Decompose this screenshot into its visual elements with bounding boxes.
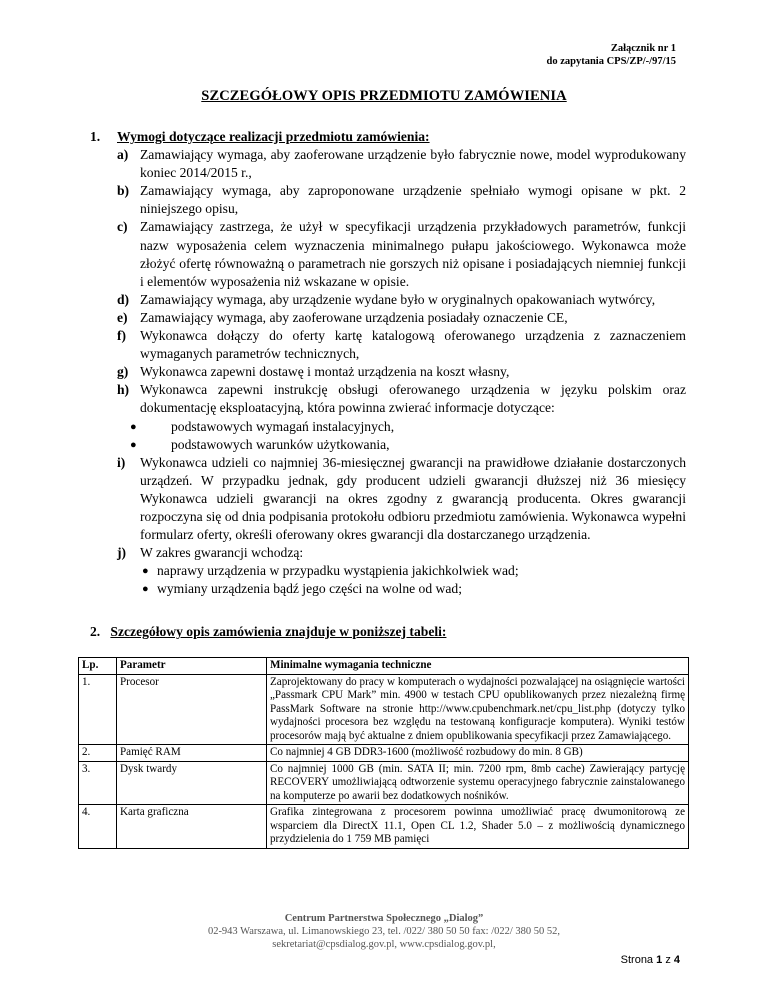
cell-lp: 2. [79,745,117,762]
annex-line-1: Załącznik nr 1 [610,43,676,54]
section-1-heading [90,128,686,146]
section-1-title: Wymogi dotyczące realizacji przedmiotu zamówienia: [117,129,430,144]
bullet-icon: ● [142,583,149,596]
item-label: b) [117,183,130,199]
page-label: Strona [620,954,654,966]
page-total: 4 [673,954,680,966]
item-text: Wykonawca dołączy do oferty kartę katalogową oferowanego urządzenia z zaznaczeniem wymaganych parametrów technicznych, [140,328,686,362]
requirements-list [117,146,686,598]
list-item [117,363,686,381]
list-item [117,309,686,327]
table-header-row [79,658,689,675]
list-item [117,327,686,363]
list-item [117,544,686,562]
list-item [117,182,686,218]
cell-param: Pamięć RAM [117,745,267,762]
bullet-text: naprawy urządzenia w przypadku wystąpienia jakichkolwiek wad; [157,563,519,579]
document-title: SZCZEGÓŁOWY OPIS PRZEDMIOTU ZAMÓWIENIA [201,88,567,104]
bullet-icon: ● [130,438,137,451]
cell-desc: Co najmniej 4 GB DDR3-1600 (możliwość rozbudowy do min. 8 GB) [267,745,689,762]
item-label: c) [117,219,128,235]
col-header-param: Parametr [117,658,267,675]
item-text: Zamawiający wymaga, aby zaoferowane urządzenia posiadały oznaczenie CE, [140,309,568,325]
list-item [117,291,686,309]
bullet-text: podstawowych warunków użytkowania, [171,436,390,452]
list-item [117,218,686,290]
cell-lp: 3. [79,761,117,805]
section-2-title: Szczegółowy opis zamówienia znajduje w poniższej tabeli: [110,624,447,639]
bullet-item [117,436,686,454]
col-header-requirements: Minimalne wymagania techniczne [267,658,689,675]
bullet-item [140,580,686,598]
page-separator: z [665,954,671,966]
item-text: Zamawiający wymaga, aby zaoferowane urządzenie było fabrycznie nowe, model wyprodukowany koniec 2014/2015 r., [140,147,686,181]
bullet-item [117,418,686,436]
page-number [621,954,680,966]
cell-param: Karta graficzna [117,805,267,849]
section-1-number: 1. [90,129,101,144]
bullet-icon: ● [142,565,149,578]
section-requirements [90,128,686,598]
page-footer [0,912,768,951]
cell-desc: Grafika zintegrowana z procesorem powinna umożliwiać pracę dwumonitorową ze wsparciem dla DirectX 11.1, Open CL 1.2, Shader 5.0 – z możliwością dynamicznego przydzielenia do 1 759 MB pamięci [267,805,689,849]
item-text: Wykonawca udzieli co najmniej 36-miesięcznej gwarancji na prawidłowe działanie dostarczonych urządzeń. W przypadku jednak, gdy producent udzieli gwarancji dłuższej niż 36 miesięcy Wykonawca udzieli gwarancji na okres zgodny z gwarancją producenta. Okres gwarancji rozpoczyna się od dnia podpisania protokołu odbioru przedmiotu zamówienia. Wykonawca wypełni formularz oferty, określi oferowany okres gwarancji dla dostarczanego urządzenia. [140,454,686,543]
list-item [117,146,686,182]
footer-address: 02-943 Warszawa, ul. Limanowskiego 23, tel. /022/ 380 50 50 fax: /022/ 380 50 52, [207,926,561,937]
item-label: g) [117,364,129,380]
cell-desc: Co najmniej 1000 GB (min. SATA II; min. 7200 rpm, 8mb cache) Zawierający partycję RECOVERY umożliwiającą odtworzenie systemu operacyjnego fabrycznie zainstalowanego na komputerze po awarii bez dodatkowych nośników. [267,761,689,805]
bullet-list [140,562,686,598]
bullet-icon: ● [130,420,137,433]
cell-desc: Zaprojektowany do pracy w komputerach o wydajności pozwalającej na osiągnięcie wartości „Passmark CPU Mark” min. 4900 w testach CPU opublikowanych przez niezależną firmę PassMark Software na stronie http://www.cpubenchmark.net/cpu_list.php (dotyczy tylko wydajności procesora bez względu na testowaną konfiguracje komputera). Wyniki testów procesorów mają być aktualne z dniem opublikowania specyfikacji przez Zamawiającego. [267,674,689,745]
annex-line-2: do zapytania CPS/ZP/-/97/15 [546,56,676,67]
cell-param: Procesor [117,674,267,745]
item-label: j) [117,545,127,561]
cell-param: Dysk twardy [117,761,267,805]
item-text: W zakres gwarancji wchodzą: [140,545,304,561]
item-text: Zamawiający zastrzega, że użył w specyfikacji urządzenia przykładowych parametrów, funkcji nazw wyposażenia celem wyznaczenia minimalnego pułapu jakościowego. Wykonawca może złożyć ofertę równoważną o parametrach nie gorszych niż opisane i posiadających niemniej funkcji i elementów wyposażenia niż wskazane w opisie. [140,219,686,289]
item-label: i) [117,454,126,470]
item-text: Wykonawca zapewni dostawę i montaż urządzenia na koszt własny, [140,364,510,380]
list-item [117,454,686,544]
cell-lp: 1. [79,674,117,745]
item-label: d) [117,291,130,307]
item-label: h) [117,382,130,398]
page-current: 1 [656,954,663,966]
item-label: f) [117,328,127,344]
table-row [79,805,689,849]
item-text: Zamawiający wymaga, aby urządzenie wydane było w oryginalnych opakowaniach wytwórcy, [140,291,656,307]
table-row [79,674,689,745]
item-text: Wykonawca zapewni instrukcję obsługi oferowanego urządzenia w języku polskim oraz dokumentację eksploatacyjną, która powinna zwierać informacje dotyczące: [140,382,686,416]
footer-contact: sekretariat@cpsdialog.gov.pl, www.cpsdialog.gov.pl, [272,939,496,950]
col-header-lp: Lp. [79,658,117,675]
item-label: e) [117,309,128,325]
item-label: a) [117,147,129,163]
bullet-list [117,418,686,454]
bullet-item [140,562,686,580]
list-item [117,381,686,417]
bullet-text: wymiany urządzenia bądź jego części na wolne od wad; [157,581,462,597]
section-2-number: 2. [90,624,101,639]
annex-reference [546,42,676,68]
bullet-text: podstawowych wymagań instalacyjnych, [171,418,395,434]
table-row [79,761,689,805]
cell-lp: 4. [79,805,117,849]
item-text: Zamawiający wymaga, aby zaproponowane urządzenie spełniało wymogi opisane w pkt. 2 niniejszego opisu, [140,183,686,217]
table-row [79,745,689,762]
section-2-heading [90,624,446,640]
spec-table [78,657,689,849]
footer-organization: Centrum Partnerstwa Społecznego „Dialog” [284,913,484,924]
